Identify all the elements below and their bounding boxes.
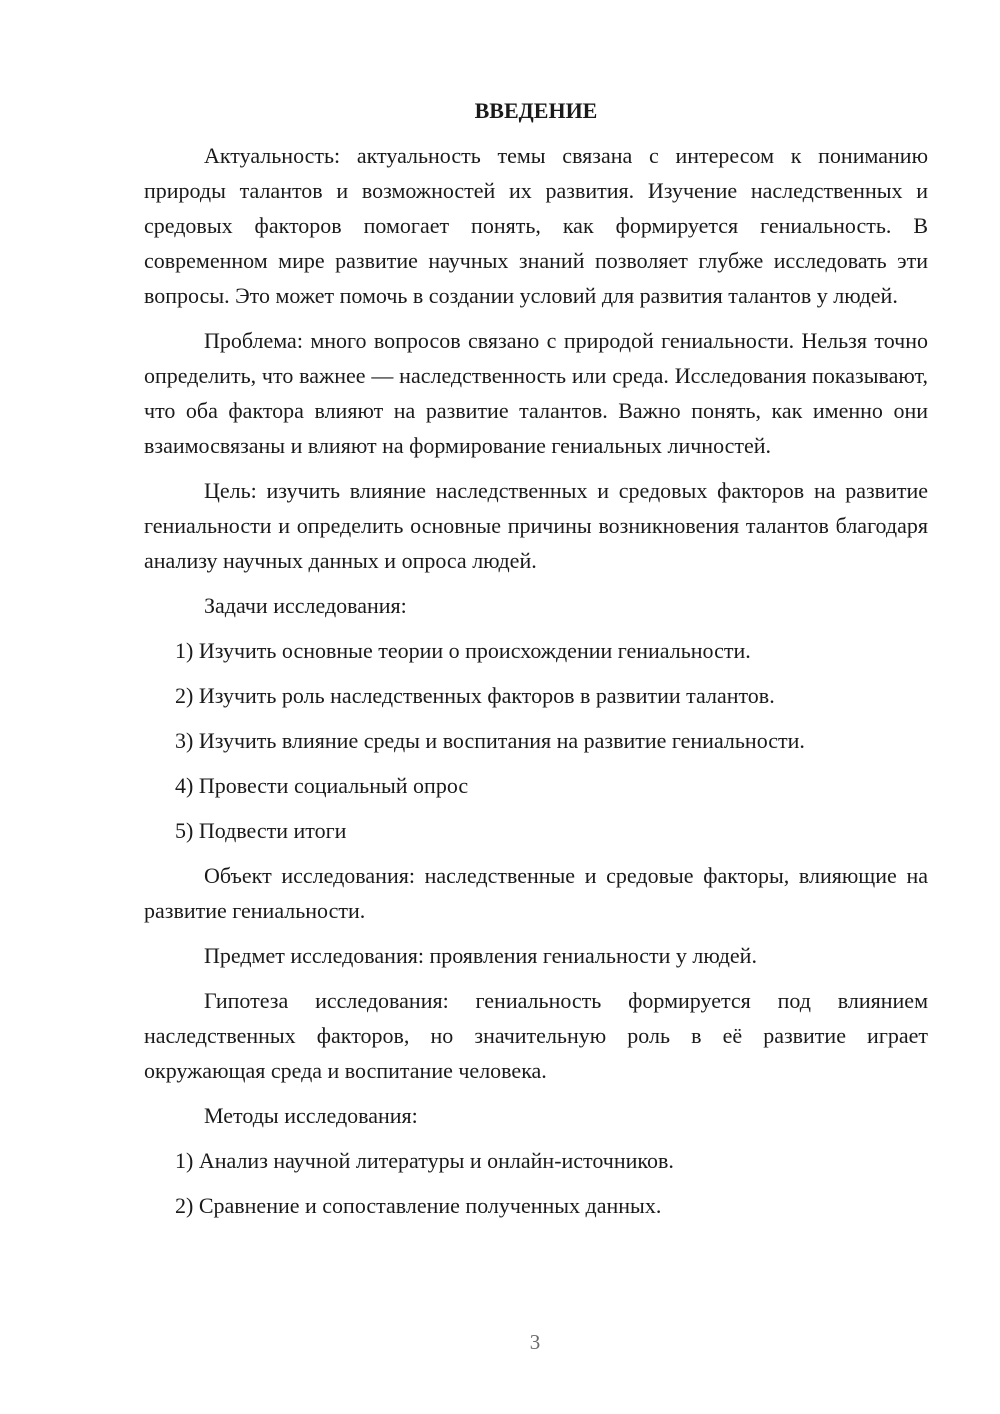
list-item: 2) Изучить роль наследственных факторов в развитии талантов. (175, 683, 775, 708)
subject-paragraph: Предмет исследования: проявления гениальности у людей. (204, 943, 757, 968)
list-item: 3) Изучить влияние среды и воспитания на развитие гениальности. (175, 728, 805, 753)
hypothesis-paragraph: Гипотеза исследования: гениальность формируется под влиянием наследственных факторов, но значительную роль в её развитие играет окружающая среда и воспитание человека. (144, 988, 928, 1083)
list-item: 1) Анализ научной литературы и онлайн-источников. (175, 1148, 674, 1173)
relevance-paragraph: Актуальность: актуальность темы связана с интересом к пониманию природы талантов и возможностей их развития. Изучение наследственных и средовых факторов помогает понять, как формируется гениальность. В современном мире развитие научных знаний позволяет глубже исследовать эти вопросы. Это может помочь в создании условий для развития талантов у людей. (144, 143, 928, 308)
methods-list (144, 1143, 928, 1223)
list-item: 2) Сравнение и сопоставление полученных данных. (175, 1193, 662, 1218)
section-heading: ВВЕДЕНИЕ (474, 98, 598, 123)
list-item: 1) Изучить основные теории о происхождении гениальности. (175, 638, 751, 663)
problem-paragraph: Проблема: много вопросов связано с природой гениальности. Нельзя точно определить, что важнее — наследственность или среда. Исследования показывают, что оба фактора влияют на развитие талантов. Важно понять, как именно они взаимосвязаны и влияют на формирование гениальных личностей. (144, 328, 928, 458)
methods-title: Методы исследования: (204, 1103, 418, 1128)
goal-paragraph: Цель: изучить влияние наследственных и средовых факторов на развитие гениальности и определить основные причины возникновения талантов благодаря анализу научных данных и опроса людей. (144, 478, 928, 573)
list-item: 4) Провести социальный опрос (175, 773, 469, 798)
page-number: 3 (529, 1330, 541, 1354)
tasks-list (144, 633, 928, 848)
object-paragraph: Объект исследования: наследственные и средовые факторы, влияющие на развитие гениальности. (144, 863, 928, 923)
document-page (144, 93, 928, 1233)
list-item: 5) Подвести итоги (175, 818, 347, 843)
tasks-title: Задачи исследования: (204, 593, 407, 618)
